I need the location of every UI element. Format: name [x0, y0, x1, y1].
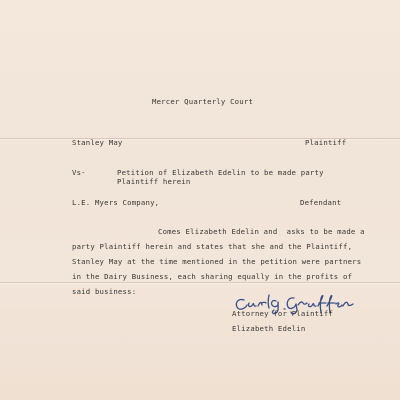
defendant-name: L.E. Myers Company,	[72, 198, 160, 207]
body-line: party Plaintiff herein and states that she and the Plaintiff,	[72, 242, 353, 251]
petition-title-line-1: Petition of Elizabeth Edelin to be made party	[117, 168, 324, 177]
defendant-role: Defendant	[300, 198, 342, 207]
body-line: Stanley May at the time mentioned in the petition were partners	[72, 257, 362, 266]
court-title: Mercer Quarterly Court	[152, 97, 254, 106]
versus-label: Vs-	[72, 168, 86, 177]
paper-fold-line	[0, 282, 400, 283]
body-line: said business:	[72, 287, 137, 296]
body-line: Comes Elizabeth Edelin and asks to be made a	[158, 227, 365, 236]
plaintiff-role: Plaintiff	[305, 138, 347, 147]
petition-title-line-2: Plaintiff herein	[117, 177, 191, 186]
body-line: in the Dairy Business, each sharing equally in the profits of	[72, 272, 353, 281]
attorney-line: Attorney for Plaintiff	[232, 309, 334, 318]
plaintiff-name: Stanley May	[72, 138, 123, 147]
attorney-client-name: Elizabeth Edelin	[232, 324, 306, 333]
